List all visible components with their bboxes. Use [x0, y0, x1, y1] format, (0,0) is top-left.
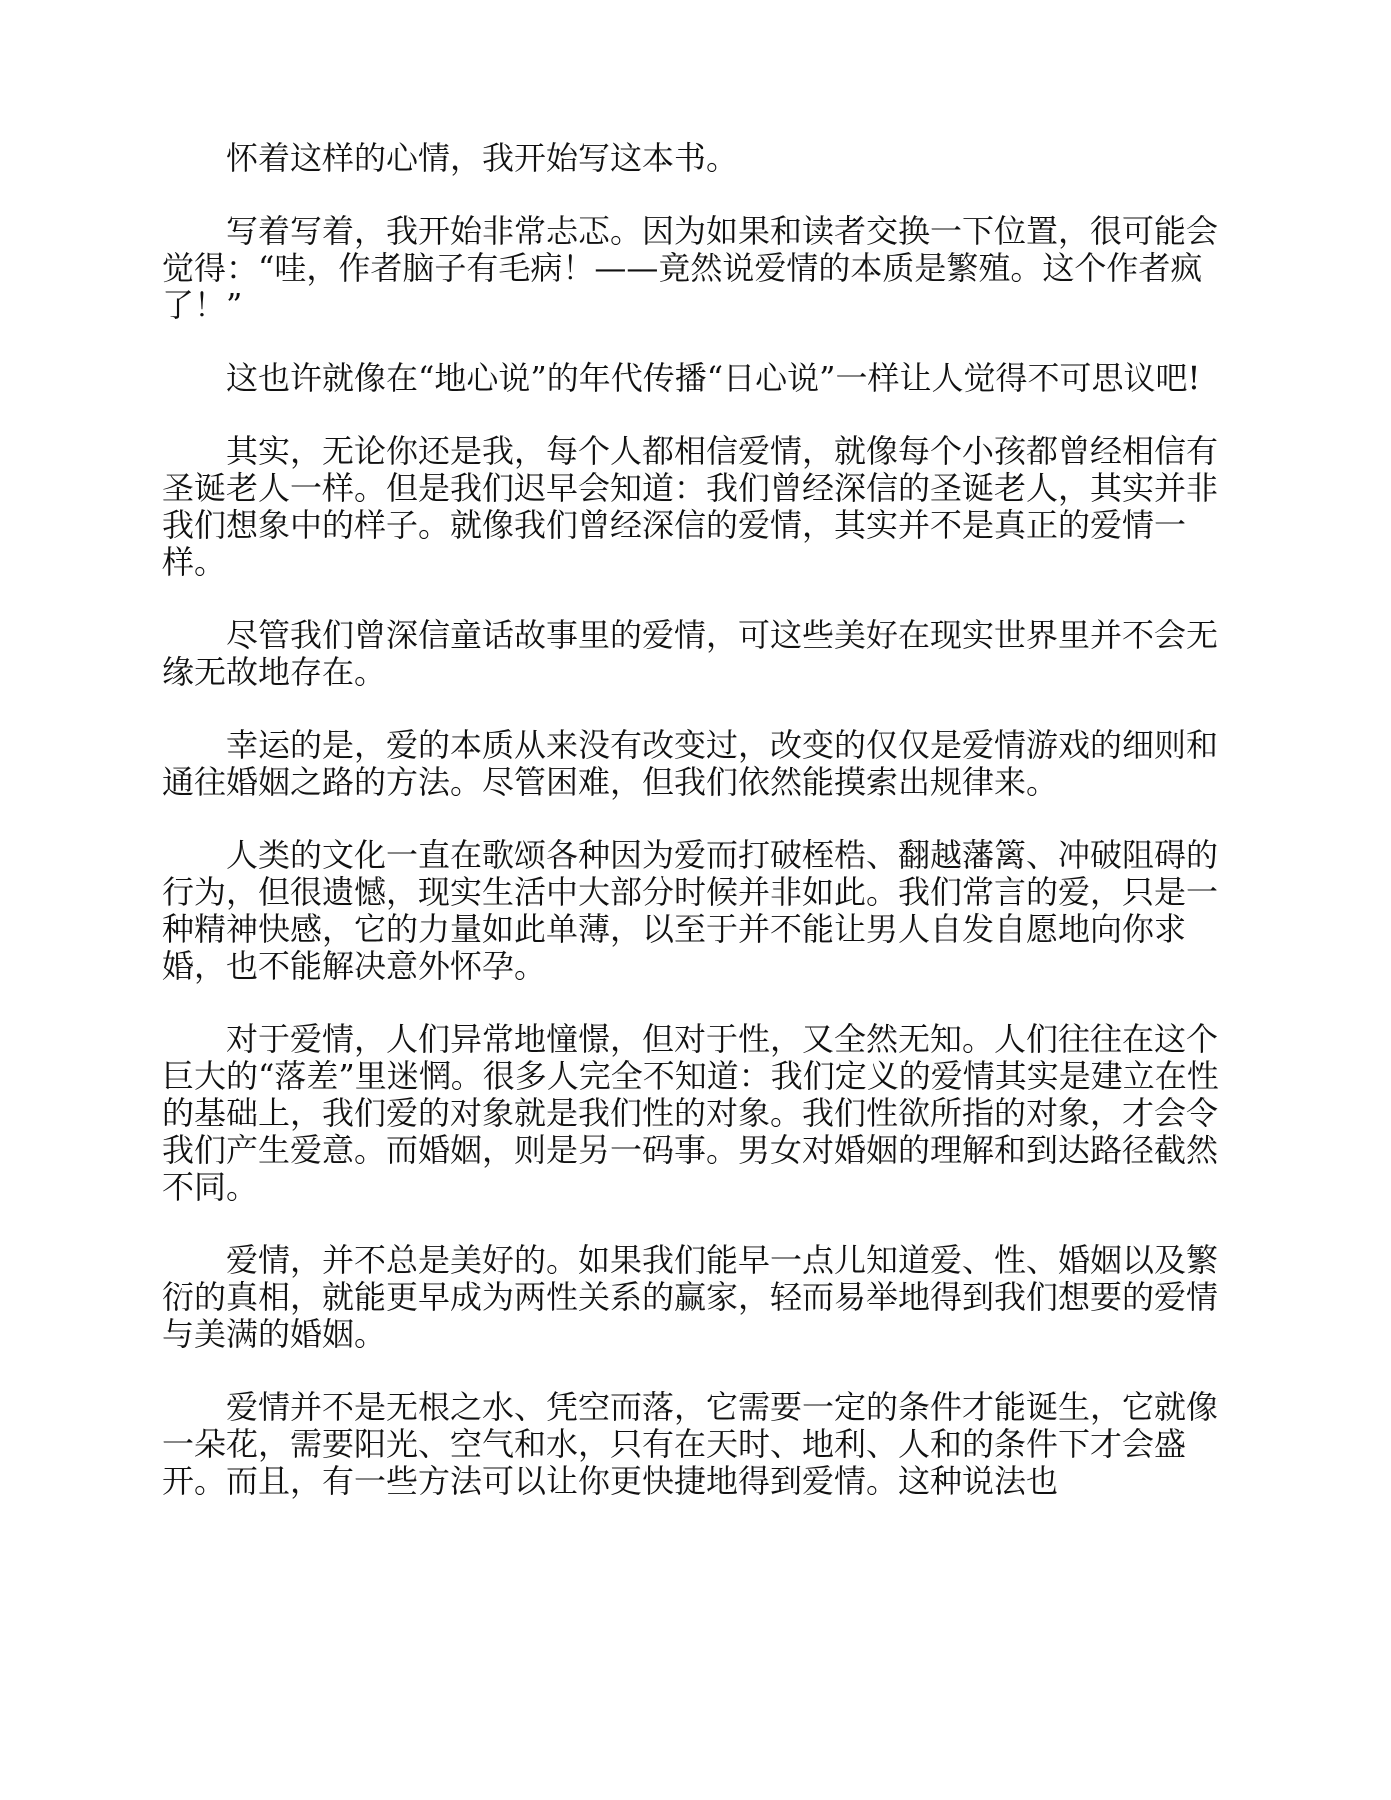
- paragraph: 尽管我们曾深信童话故事里的爱情，可这些美好在现实世界里并不会无缘无故地存在。: [162, 616, 1219, 691]
- paragraph: 人类的文化一直在歌颂各种因为爱而打破桎梏、翻越藩篱、冲破阻碍的行为，但很遗憾，现实生活中大部分时候并非如此。我们常言的爱，只是一种精神快感，它的力量如此单薄，以至于并不能让男人自发自愿地向你求婚，也不能解决意外怀孕。: [162, 836, 1219, 985]
- paragraph: 写着写着，我开始非常忐忑。因为如果和读者交换一下位置，很可能会觉得：“哇，作者脑子有毛病！——竟然说爱情的本质是繁殖。这个作者疯了！”: [162, 212, 1219, 324]
- paragraph: 对于爱情，人们异常地憧憬，但对于性，又全然无知。人们往往在这个巨大的“落差”里迷惘。很多人完全不知道：我们定义的爱情其实是建立在性的基础上，我们爱的对象就是我们性的对象。我们性欲所指的对象，才会令我们产生爱意。而婚姻，则是另一码事。男女对婚姻的理解和到达路径截然不同。: [162, 1020, 1219, 1206]
- document-page: [162, 140, 1230, 1536]
- paragraph: 爱情并不是无根之水、凭空而落，它需要一定的条件才能诞生，它就像一朵花，需要阳光、空气和水，只有在天时、地利、人和的条件下才会盛开。而且，有一些方法可以让你更快捷地得到爱情。这种说法也: [162, 1388, 1219, 1500]
- paragraph: 幸运的是，爱的本质从来没有改变过，改变的仅仅是爱情游戏的细则和通往婚姻之路的方法。尽管困难，但我们依然能摸索出规律来。: [162, 726, 1219, 801]
- paragraph: 这也许就像在“地心说”的年代传播“日心说”一样让人觉得不可思议吧!: [226, 359, 1201, 397]
- paragraph: 其实，无论你还是我，每个人都相信爱情，就像每个小孩都曾经相信有圣诞老人一样。但是我们迟早会知道：我们曾经深信的圣诞老人，其实并非我们想象中的样子。就像我们曾经深信的爱情，其实并不是真正的爱情一样。: [162, 432, 1219, 581]
- paragraph: 爱情，并不总是美好的。如果我们能早一点儿知道爱、性、婚姻以及繁衍的真相，就能更早成为两性关系的赢家，轻而易举地得到我们想要的爱情与美满的婚姻。: [162, 1241, 1219, 1353]
- paragraph: 怀着这样的心情，我开始写这本书。: [226, 139, 739, 177]
